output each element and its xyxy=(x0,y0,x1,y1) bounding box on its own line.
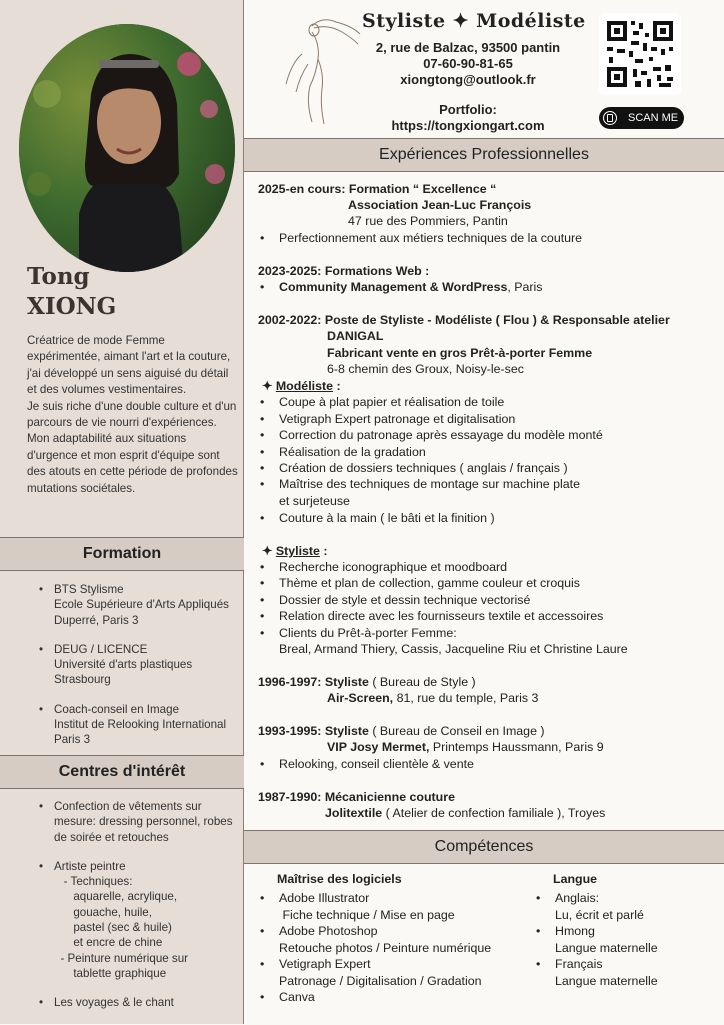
list-item-detail: Langue maternelle xyxy=(555,974,658,988)
logiciels-title: Maîtrise des logiciels xyxy=(277,872,402,886)
exp5-heading: 1993-1995: Styliste ( Bureau de Conseil en Image ) xyxy=(258,724,545,738)
first-name: Tong xyxy=(27,263,90,290)
list-item: • Adobe Photoshop xyxy=(263,924,378,938)
list-item: • Coupe à plat papier et réalisation de toile xyxy=(263,395,504,409)
section-formation-header: Formation xyxy=(0,537,244,571)
diamond-icon: ✦ xyxy=(262,379,273,393)
list-item: • Maîtrise des techniques de montage sur machine plate xyxy=(263,477,580,491)
list-item: • Couture à la main ( le bâti et la finition ) xyxy=(263,511,495,525)
exp3-heading: 2002-2022: Poste de Styliste - Modéliste ( Flou ) & Responsable atelier xyxy=(258,313,670,327)
profile-bio: Créatrice de mode Femme expérimentée, aimant l'art et la couture, j'ai développé un sens aiguisé du détail et des volumes vestimentaires. Je suis riche d'une double culture et d'un parcours de vie nourri d'expériences. Mon adaptabilité aux situations d'urgence et mon esprit d'équipe sont des atouts en cette période de profondes mutations sociétales. xyxy=(27,334,238,495)
section-interets-header: Centres d'intérêt xyxy=(0,755,244,789)
list-item: • DEUG / LICENCE Université d'arts plastiques Strasbourg xyxy=(37,642,242,688)
exp4-heading: 1996-1997: Styliste ( Bureau de Style ) xyxy=(258,675,476,689)
portfolio-label: Portfolio: xyxy=(439,102,497,117)
list-item: • Vetigraph Expert patronage et digitalisation xyxy=(263,412,515,426)
last-name: XIONG xyxy=(27,293,117,320)
profile-photo xyxy=(19,24,235,272)
list-item: • Clients du Prêt-à-porter Femme: xyxy=(263,626,457,640)
exp6-org: Jolitextile ( Atelier de confection familiale ), Troyes xyxy=(325,806,606,820)
exp3-org: DANIGAL xyxy=(327,329,384,343)
exp1-address: 47 rue des Pommiers, Pantin xyxy=(348,214,508,228)
exp3-address: 6-8 chemin des Groux, Noisy-le-sec xyxy=(327,362,524,376)
list-item: • Recherche iconographique et moodboard xyxy=(263,560,507,574)
list-item: • Canva xyxy=(263,990,315,1004)
exp1-heading: 2025-en cours: Formation “ Excellence “ xyxy=(258,182,497,196)
formation-list xyxy=(37,582,242,762)
list-item: • Les voyages & le chant xyxy=(37,995,242,1010)
list-item-continuation: et surjeteuse xyxy=(279,494,350,508)
list-item-detail: Fiche technique / Mise en page xyxy=(279,908,455,922)
styliste-heading: ✦ Styliste : xyxy=(262,544,328,558)
exp2-heading: 2023-2025: Formations Web : xyxy=(258,264,430,278)
interets-list xyxy=(37,799,242,1025)
list-item-detail: Patronage / Digitalisation / Gradation xyxy=(279,974,482,988)
exp1-org: Association Jean-Luc François xyxy=(348,198,532,212)
list-item: • Coach-conseil en Image Institut de Relooking International Paris 3 xyxy=(37,702,242,748)
diamond-icon: ✦ xyxy=(262,544,273,558)
list-item: • Dossier de style et dessin technique vectorisé xyxy=(263,593,530,607)
list-item: • Hmong xyxy=(539,924,595,938)
list-item-detail: Langue maternelle xyxy=(555,941,658,955)
list-item: • Thème et plan de collection, gamme couleur et croquis xyxy=(263,576,580,590)
scan-me-button[interactable] xyxy=(599,107,684,129)
list-item: • Perfectionnement aux métiers techniques de la couture xyxy=(263,231,582,245)
list-item-continuation: Breal, Armand Thiery, Cassis, Jacqueline Riu et Christine Laure xyxy=(279,642,628,656)
exp3-subtitle: Fabricant vente en gros Prêt-à-porter Femme xyxy=(327,346,593,360)
profile-name xyxy=(27,262,116,322)
list-item: • Création de dossiers techniques ( anglais / français ) xyxy=(263,461,568,475)
list-item: • Relooking, conseil clientèle & vente xyxy=(263,757,474,771)
list-item: • Français xyxy=(539,957,603,971)
exp6-heading: 1987-1990: Mécanicienne couture xyxy=(258,790,455,804)
langue-title: Langue xyxy=(553,872,598,886)
email: xiongtong@outlook.fr xyxy=(400,72,536,87)
list-item: • Adobe Illustrator xyxy=(263,891,369,905)
phone: 07-60-90-81-65 xyxy=(423,56,513,71)
list-item: • Artiste peintre - Techniques: aquarelle, acrylique, gouache, huile, pastel (sec & huile) et encre de chine - Peinture numérique sur tablette graphique xyxy=(37,859,242,981)
list-item: • Anglais: xyxy=(539,891,599,905)
scan-me-label: SCAN ME xyxy=(628,112,679,124)
section-competences-header: Compétences xyxy=(244,830,724,864)
exp4-org: Air-Screen, 81, rue du temple, Paris 3 xyxy=(327,691,539,705)
portfolio-url[interactable]: https://tongxiongart.com xyxy=(391,118,545,133)
address: 2, rue de Balzac, 93500 pantin xyxy=(375,40,561,55)
list-item: • Confection de vêtements sur mesure: dressing personnel, robes de soirée et retouches xyxy=(37,799,242,845)
list-item: • BTS Stylisme Ecole Supérieure d'Arts Appliqués Duperré, Paris 3 xyxy=(37,582,242,628)
list-item: • Relation directe avec les fournisseurs textile et accessoires xyxy=(263,609,603,623)
header-title: Styliste ✦ Modéliste xyxy=(362,10,586,32)
list-item-detail: Retouche photos / Peinture numérique xyxy=(279,941,492,955)
exp5-org: VIP Josy Mermet, Printemps Haussmann, Paris 9 xyxy=(327,740,604,754)
list-item-detail: Lu, écrit et parlé xyxy=(555,908,644,922)
list-item: • Vetigraph Expert xyxy=(263,957,371,971)
list-item: • Réalisation de la gradation xyxy=(263,445,426,459)
modeliste-heading: ✦ Modéliste : xyxy=(262,379,341,393)
qr-code[interactable] xyxy=(599,13,681,95)
list-item: • Correction du patronage après essayage du modèle monté xyxy=(263,428,603,442)
phone-icon xyxy=(603,111,617,125)
section-experiences-header: Expériences Professionnelles xyxy=(244,138,724,172)
list-item: • Community Management & WordPress, Paris xyxy=(263,280,542,294)
